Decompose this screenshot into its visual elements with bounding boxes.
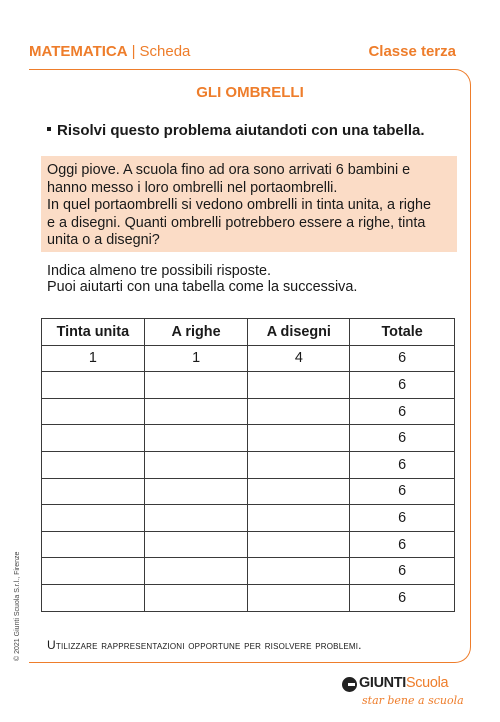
sheet-kind-label: Scheda (139, 43, 191, 60)
subject-label: MATEMATICA (29, 43, 128, 60)
table-header-row (42, 319, 455, 346)
table-row (42, 451, 455, 478)
instruction (47, 122, 425, 139)
table-cell[interactable] (248, 451, 350, 478)
table-cell[interactable] (248, 558, 350, 585)
table-row (42, 584, 455, 611)
table-cell[interactable] (42, 425, 145, 452)
problem-line: unita o a disegni? (47, 232, 160, 249)
table-cell: 6 (350, 558, 455, 585)
table-cell: 6 (350, 451, 455, 478)
problem-line: In quel portaombrelli si vedono ombrelli in tinta unita, a righe (47, 197, 431, 214)
problem-line: e a disegni. Quanti ombrelli potrebbero essere a righe, tinta (47, 214, 426, 231)
table-cell[interactable] (248, 478, 350, 505)
table-cell: 6 (350, 531, 455, 558)
hint-line: Indica almeno tre possibili risposte. (47, 263, 271, 279)
table-cell: 6 (350, 345, 455, 372)
giunti-g-icon (342, 677, 357, 692)
table-cell: 6 (350, 584, 455, 611)
table-cell[interactable] (42, 531, 145, 558)
hint-text (47, 263, 357, 295)
table-cell[interactable] (42, 558, 145, 585)
column-header-totale: Totale (350, 319, 455, 346)
table-cell[interactable] (144, 531, 248, 558)
learning-goal-note: Utilizzare rappresentazioni opportune per risolvere problemi. (47, 638, 362, 652)
table-cell[interactable] (144, 398, 248, 425)
table-cell: 6 (350, 372, 455, 399)
table-cell[interactable] (144, 372, 248, 399)
table-cell[interactable] (144, 584, 248, 611)
column-header-a-disegni: A disegni (248, 319, 350, 346)
table-cell[interactable] (248, 531, 350, 558)
table-cell[interactable] (248, 584, 350, 611)
table-cell[interactable] (144, 451, 248, 478)
table-cell[interactable] (248, 425, 350, 452)
table-row (42, 558, 455, 585)
table-cell: 6 (350, 425, 455, 452)
table-cell[interactable] (42, 398, 145, 425)
table-row (42, 372, 455, 399)
table-cell[interactable] (144, 558, 248, 585)
bullet-icon (47, 127, 51, 131)
table-cell[interactable] (248, 372, 350, 399)
table-cell: 6 (350, 478, 455, 505)
table-cell[interactable] (42, 478, 145, 505)
grade-label: Classe terza (368, 43, 456, 60)
table-cell: 6 (350, 398, 455, 425)
table-cell[interactable] (248, 398, 350, 425)
problem-box (41, 156, 457, 252)
table-row (42, 345, 455, 372)
logo-tagline: star bene a scuola (362, 694, 464, 707)
table-cell: 1 (144, 345, 248, 372)
table-row (42, 505, 455, 532)
answer-table (41, 318, 455, 612)
table-row (42, 531, 455, 558)
table-cell[interactable] (42, 584, 145, 611)
table-row (42, 425, 455, 452)
hint-line: Puoi aiutarti con una tabella come la successiva. (47, 279, 358, 295)
logo-wordmark: GIUNTIScuola (359, 675, 449, 691)
table-cell[interactable] (144, 478, 248, 505)
header-subject (29, 43, 190, 60)
worksheet-title: GLI OMBRELLI (196, 84, 304, 101)
table-cell[interactable] (42, 505, 145, 532)
giunti-scuola-logo (342, 671, 462, 711)
table-cell[interactable] (42, 451, 145, 478)
instruction-text: Risolvi questo problema aiutandoti con una tabella. (57, 122, 425, 139)
problem-line: hanno messo i loro ombrelli nel portaombrelli. (47, 179, 338, 196)
table-cell: 1 (42, 345, 145, 372)
header-separator: | (131, 43, 136, 60)
table-row (42, 398, 455, 425)
table-cell[interactable] (144, 505, 248, 532)
table-body (42, 345, 455, 611)
table-cell: 6 (350, 505, 455, 532)
column-header-tinta-unita: Tinta unita (42, 319, 145, 346)
table-cell: 4 (248, 345, 350, 372)
copyright-notice: © 2021 Giunti Scuola S.r.l., Firenze (14, 551, 21, 661)
table-row (42, 478, 455, 505)
problem-line: Oggi piove. A scuola fino ad ora sono arrivati 6 bambini e (47, 162, 411, 178)
table-cell[interactable] (248, 505, 350, 532)
column-header-a-righe: A righe (144, 319, 248, 346)
table-cell[interactable] (42, 372, 145, 399)
table-cell[interactable] (144, 425, 248, 452)
